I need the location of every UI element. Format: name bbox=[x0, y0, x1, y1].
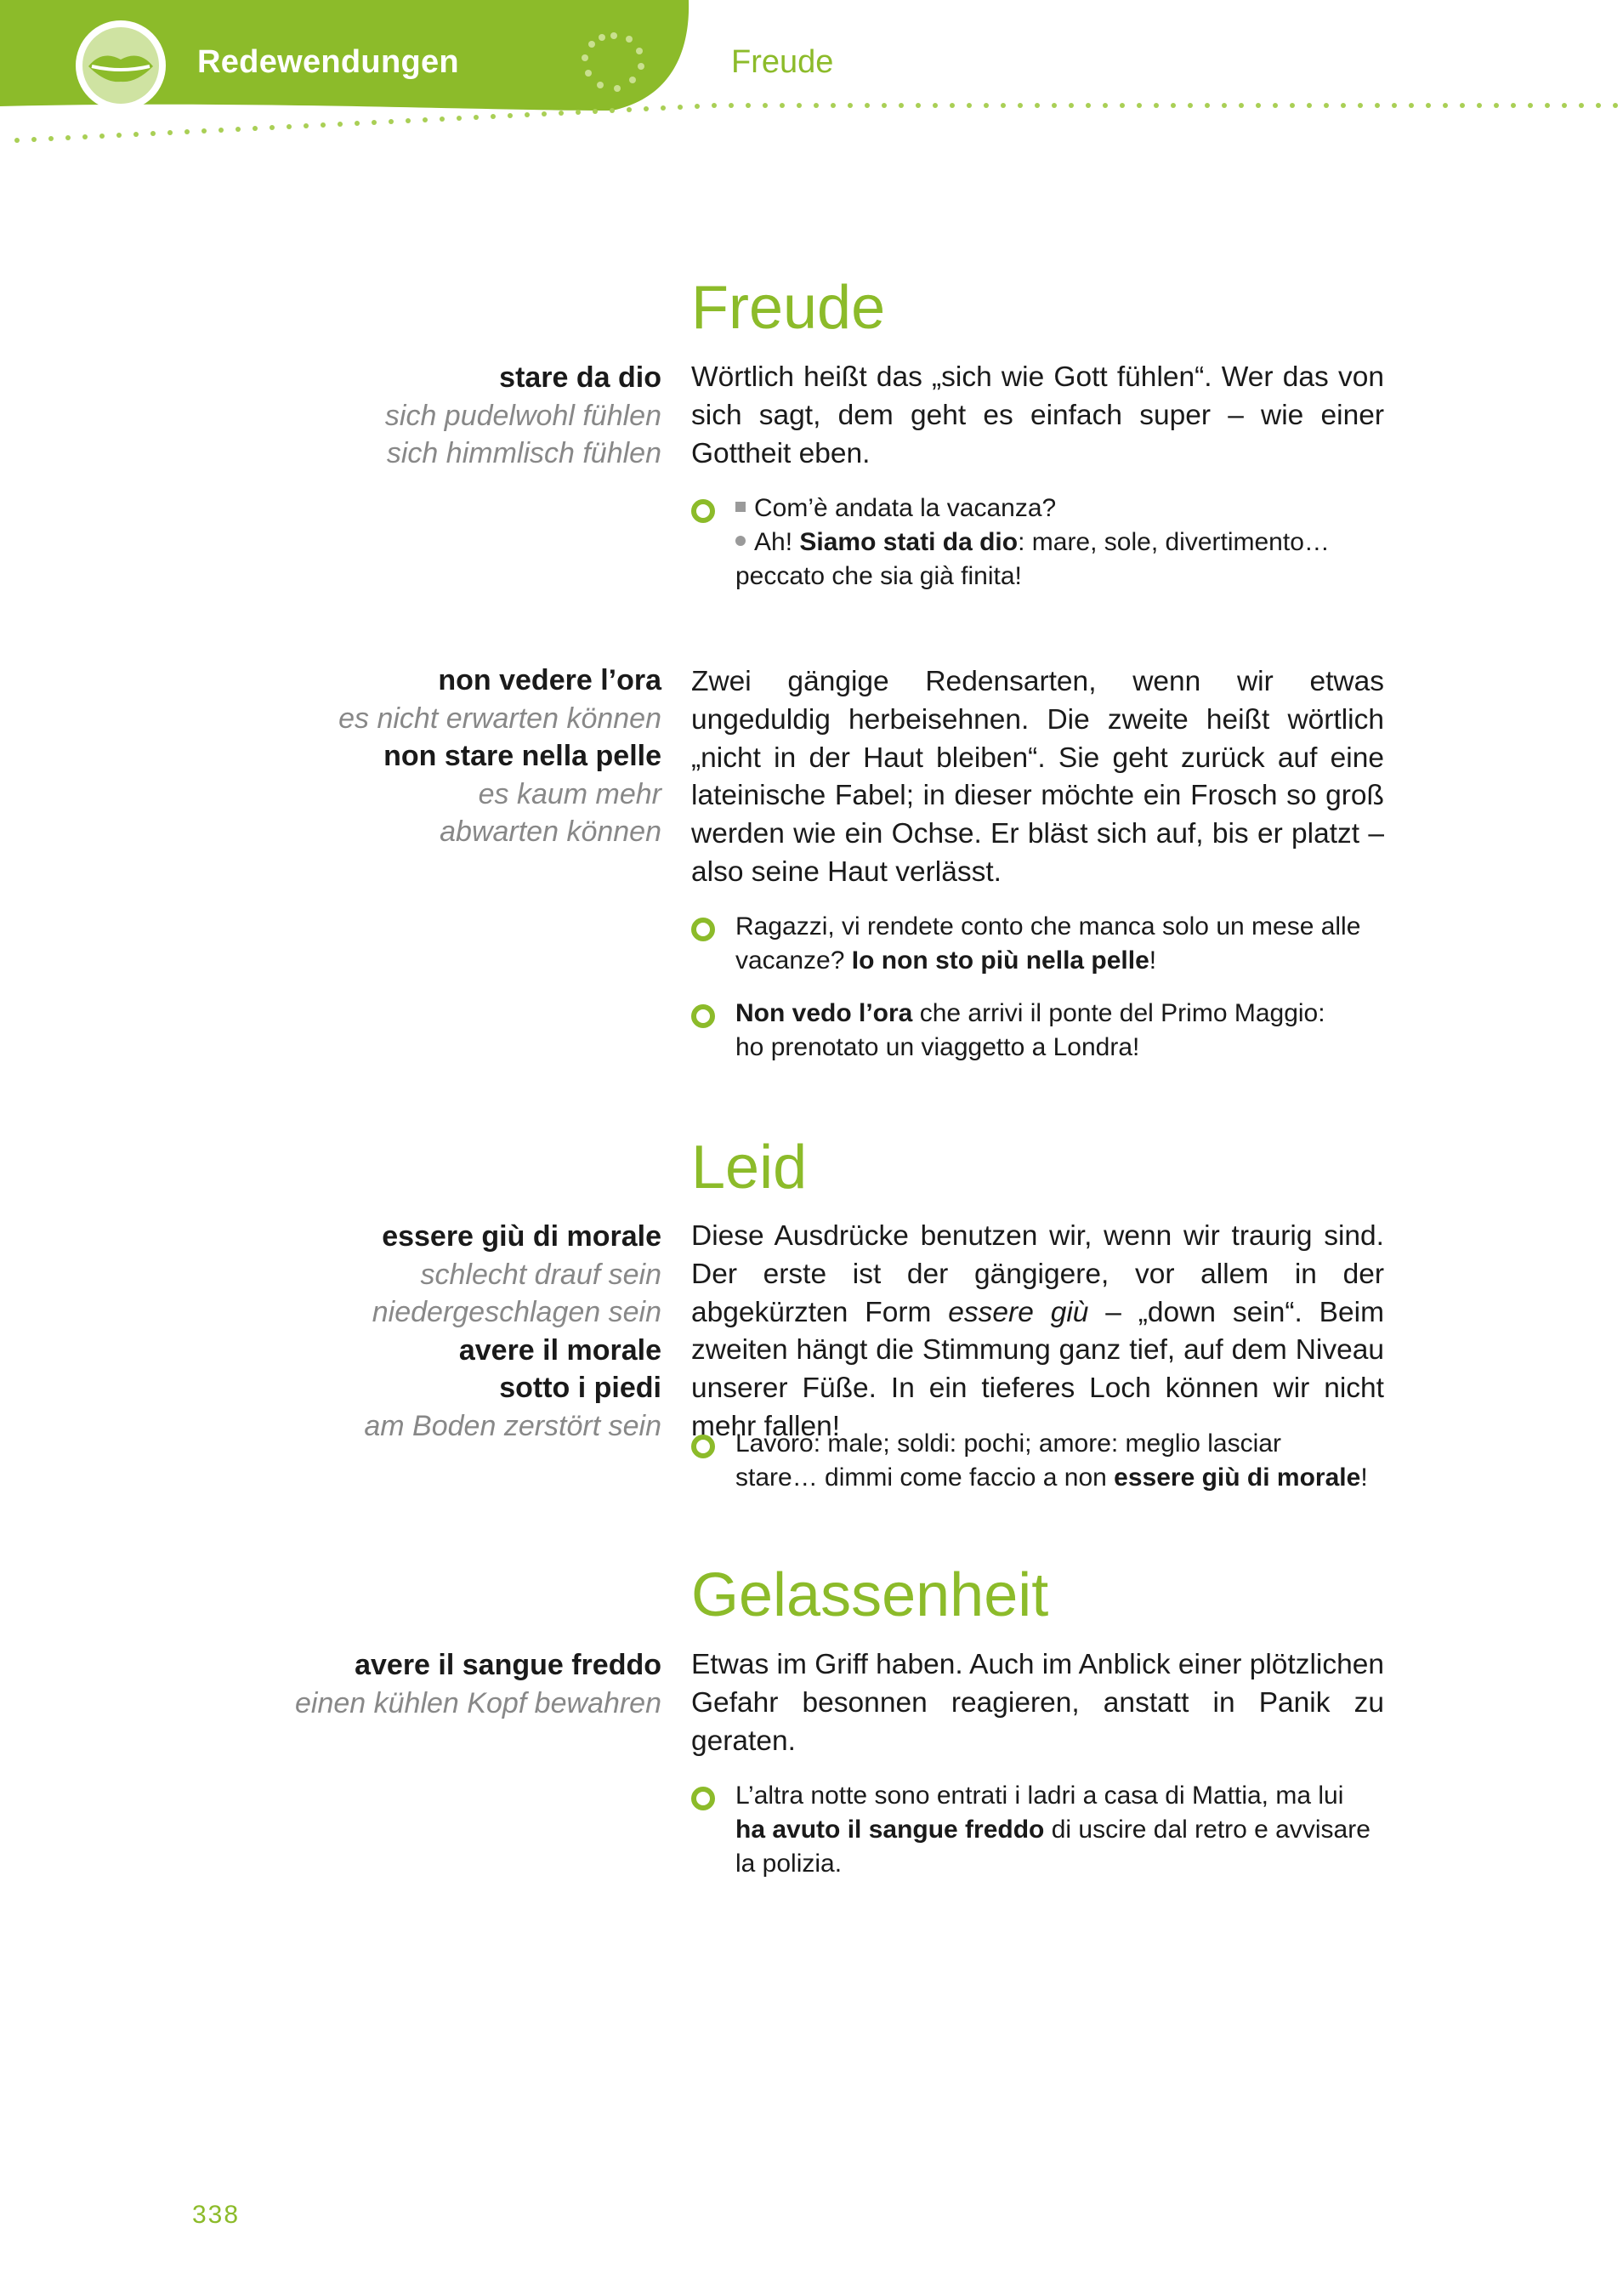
lips-icon bbox=[76, 20, 166, 111]
explanation-paragraph: Wörtlich heißt das „sich wie Gott fühlen“. Wer das von sich sagt, dem geht es einfach super – wie einer Gottheit eben. bbox=[691, 361, 1384, 469]
book-title: Redewendungen bbox=[197, 44, 459, 80]
example-block bbox=[691, 1779, 1388, 1881]
idiom-translation: sich pudelwohl fühlen bbox=[384, 399, 661, 432]
example-text: vacanze? bbox=[735, 946, 852, 975]
idiom-translation: am Boden zerstört sein bbox=[364, 1409, 661, 1442]
idiom-italian: non vedere l’ora bbox=[438, 664, 661, 696]
section-title-gelassenheit: Gelassenheit bbox=[691, 1561, 1049, 1629]
example-highlight: Io non sto più nella pelle bbox=[851, 946, 1149, 975]
example-text: Com’è andata la vacanza? bbox=[754, 494, 1057, 522]
example-text: ho prenotato un viaggetto a Londra! bbox=[735, 1033, 1140, 1061]
example-block bbox=[691, 997, 1388, 1065]
idiom-translation: es nicht erwarten können bbox=[338, 702, 661, 735]
example-highlight: ha avuto il sangue freddo bbox=[735, 1816, 1045, 1844]
example-highlight: essere giù di morale bbox=[1114, 1463, 1361, 1492]
example-text: la polizia. bbox=[735, 1850, 843, 1878]
idiom-translation: niedergeschlagen sein bbox=[372, 1296, 661, 1328]
idiom-list-ungeduld bbox=[270, 662, 661, 851]
example-text: Ragazzi, vi rendete conto che manca solo un mese alle bbox=[735, 912, 1361, 941]
section-title-freude: Freude bbox=[691, 274, 886, 342]
paragraph-italic: essere giù bbox=[948, 1296, 1089, 1328]
example-text: : mare, sole, divertimento… bbox=[1018, 528, 1330, 556]
example-block bbox=[691, 1427, 1388, 1495]
idiom-italian: sotto i piedi bbox=[499, 1372, 661, 1404]
section-title-leid: Leid bbox=[691, 1134, 808, 1202]
idiom-translation: schlecht drauf sein bbox=[420, 1258, 661, 1291]
idiom-translation: es kaum mehr bbox=[478, 777, 661, 810]
idiom-list-leid bbox=[270, 1218, 661, 1445]
example-text: di uscire dal retro e avvisare bbox=[1044, 1816, 1370, 1844]
example-block bbox=[691, 492, 1388, 594]
example-text: ! bbox=[1360, 1463, 1368, 1492]
example-bullet-icon bbox=[691, 918, 715, 941]
example-bullet-icon bbox=[691, 1787, 715, 1810]
explanation-paragraph: Etwas im Griff haben. Auch im Anblick einer plötzlichen Gefahr besonnen reagieren, anstatt in Panik zu geraten. bbox=[691, 1649, 1384, 1757]
square-bullet-icon bbox=[735, 502, 746, 512]
idiom-italian: stare da dio bbox=[499, 361, 661, 394]
example-bullet-icon bbox=[691, 499, 715, 523]
example-highlight: Non vedo l’ora bbox=[735, 999, 913, 1027]
page-header bbox=[0, 0, 1623, 153]
page-number: 338 bbox=[192, 2201, 241, 2229]
idiom-italian: essere giù di morale bbox=[382, 1220, 661, 1253]
idiom-list-freude bbox=[270, 359, 661, 473]
paragraph-text: Diese Ausdrücke benutzen wir, wenn wir traurig sind. Der erste ist der gängigere, vor allem in der abgekürzten Form bbox=[691, 1220, 1384, 1328]
explanation-paragraph: Zwei gängige Redensarten, wenn wir etwas ungeduldig herbeisehnen. Die zweite heißt wörtlich „nicht in der Haut bleiben“. Sie geht zurück auf eine lateinische Fabel; in dieser möchte ein Frosch so groß werden wie ein Ochse. Er bläst sich auf, bis er platzt – also seine Haut verlässt. bbox=[691, 666, 1384, 888]
round-bullet-icon bbox=[735, 536, 746, 546]
idiom-list-gelassenheit bbox=[270, 1646, 661, 1722]
example-block bbox=[691, 910, 1388, 978]
idiom-italian: avere il sangue freddo bbox=[355, 1649, 661, 1681]
example-text: Lavoro: male; soldi: pochi; amore: meglio lasciar bbox=[735, 1429, 1281, 1458]
example-text: stare… dimmi come faccio a non bbox=[735, 1463, 1115, 1492]
idiom-translation: abwarten können bbox=[440, 816, 661, 848]
idiom-translation: sich himmlisch fühlen bbox=[386, 437, 661, 469]
chapter-title: Freude bbox=[731, 44, 834, 80]
example-text: Ah! bbox=[754, 528, 800, 556]
example-text: ! bbox=[1149, 946, 1157, 975]
explanation-paragraph bbox=[691, 1218, 1384, 1446]
example-bullet-icon bbox=[691, 1435, 715, 1458]
idiom-italian: non stare nella pelle bbox=[383, 740, 661, 772]
example-text: L’altra notte sono entrati i ladri a casa di Mattia, ma lui bbox=[735, 1782, 1344, 1810]
example-text: che arrivi il ponte del Primo Maggio: bbox=[912, 999, 1325, 1027]
paragraph-text: – „down sein“. Beim zweiten hängt die Stimmung ganz tief, auf dem Niveau unserer Füße. In ein tieferes Loch können wir nicht mehr fallen! bbox=[691, 1296, 1384, 1442]
example-highlight: Siamo stati da dio bbox=[799, 528, 1019, 556]
example-text: peccato che sia già finita! bbox=[735, 562, 1022, 590]
idiom-italian: avere il morale bbox=[458, 1333, 661, 1367]
example-bullet-icon bbox=[691, 1004, 715, 1028]
idiom-translation: einen kühlen Kopf bewahren bbox=[295, 1686, 661, 1719]
